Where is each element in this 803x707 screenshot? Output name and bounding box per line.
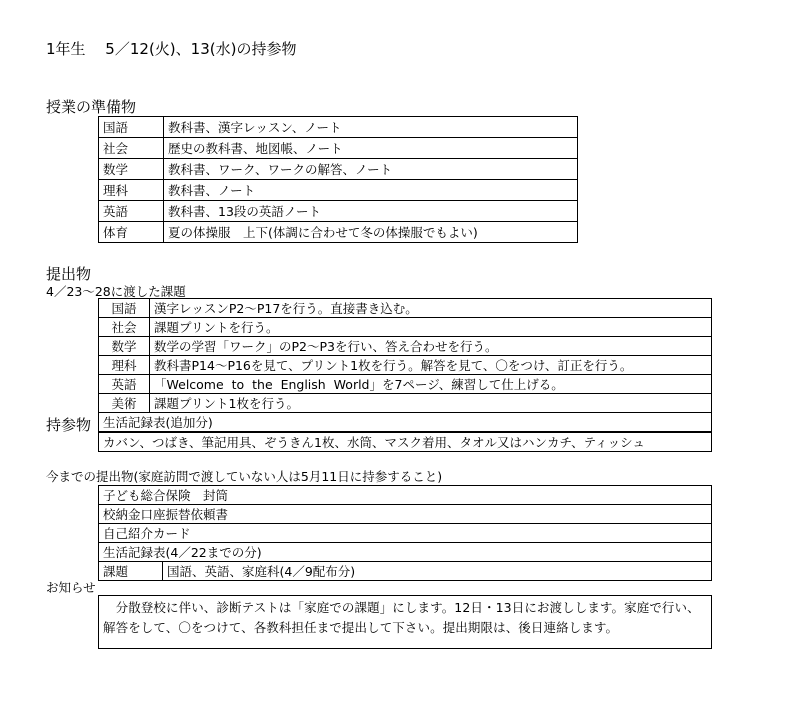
task-cell: 数学の学習「ワーク」のP2～P3を行い、答え合わせを行う。 [150, 337, 712, 356]
subject-cell: 数学 [99, 337, 150, 356]
table-row [99, 159, 578, 180]
items-cell: 教科書、ノート [164, 180, 578, 201]
table-row [99, 505, 712, 524]
subject-cell: 数学 [99, 159, 164, 180]
subject-cell: 英語 [99, 201, 164, 222]
table-row [99, 433, 712, 452]
previous-item: 子ども総合保険 封筒 [99, 486, 712, 505]
subject-cell: 国語 [99, 299, 150, 318]
table-row [99, 375, 712, 394]
subject-cell: 国語 [99, 117, 164, 138]
task-cell: 漢字レッスンP2～P17を行う。直接書き込む。 [150, 299, 712, 318]
subject-cell: 美術 [99, 394, 150, 413]
previous-item: 生活記録表(4／22までの分) [99, 543, 712, 562]
submissions-subheading: 4／23～28に渡した課題 [46, 284, 186, 299]
table-row [99, 524, 712, 543]
extra-cell: 生活記録表(追加分) [99, 413, 712, 432]
items-cell: 教科書、13段の英語ノート [164, 201, 578, 222]
task-cell: 課題プリント1枚を行う。 [150, 394, 712, 413]
preparation-heading: 授業の準備物 [46, 98, 137, 116]
items-cell: 教科書、ワーク、ワークの解答、ノート [164, 159, 578, 180]
page-title: 1年生 5／12(火)、13(水)の持参物 [46, 40, 297, 58]
submissions-table [98, 298, 712, 432]
submissions-heading: 提出物 [46, 265, 92, 283]
table-row [99, 180, 578, 201]
subject-cell: 社会 [99, 318, 150, 337]
previous-item: 校納金口座振替依頼書 [99, 505, 712, 524]
subject-cell: 理科 [99, 180, 164, 201]
table-row [99, 486, 712, 505]
table-row [99, 413, 712, 432]
table-row [99, 356, 712, 375]
previous-table [98, 485, 712, 581]
subject-cell: 英語 [99, 375, 150, 394]
preparation-table [98, 116, 578, 243]
belongings-heading: 持参物 [46, 416, 92, 434]
subject-cell: 体育 [99, 222, 164, 243]
table-row [99, 222, 578, 243]
table-row [99, 117, 578, 138]
task-cell: 教科書P14～P16を見て、プリント1枚を行う。解答を見て、〇をつけ、訂正を行う。 [150, 356, 712, 375]
table-row [99, 394, 712, 413]
table-row [99, 562, 712, 581]
task-cell: 「Welcome to the English World」を7ページ、練習して仕上げる。 [150, 375, 712, 394]
subject-cell: 社会 [99, 138, 164, 159]
table-row [99, 318, 712, 337]
belongings-table [98, 432, 712, 452]
task-cell: 課題プリントを行う。 [150, 318, 712, 337]
items-cell: 歴史の教科書、地図帳、ノート [164, 138, 578, 159]
assignment-label: 課題 [99, 562, 163, 581]
notice-heading: お知らせ [46, 580, 96, 595]
table-row [99, 543, 712, 562]
table-row [99, 138, 578, 159]
assignment-value: 国語、英語、家庭科(4／9配布分) [163, 562, 712, 581]
items-cell: 教科書、漢字レッスン、ノート [164, 117, 578, 138]
table-row [99, 337, 712, 356]
items-cell: 夏の体操服 上下(体調に合わせて冬の体操服でもよい) [164, 222, 578, 243]
table-row [99, 201, 578, 222]
table-row [99, 299, 712, 318]
subject-cell: 理科 [99, 356, 150, 375]
belongings-cell: カバン、つばき、筆記用具、ぞうきん1枚、水筒、マスク着用、タオル又はハンカチ、ティッシュ [99, 433, 712, 452]
notice-text: 分散登校に伴い、診断テストは「家庭での課題」にします。12日・13日にお渡しします。家庭で行い、解答をして、〇をつけて、各教科担任まで提出して下さい。提出期限は、後日連絡します。 [98, 595, 712, 649]
previous-item: 自己紹介カード [99, 524, 712, 543]
previous-heading: 今までの提出物(家庭訪問で渡していない人は5月11日に持参すること) [46, 469, 443, 484]
